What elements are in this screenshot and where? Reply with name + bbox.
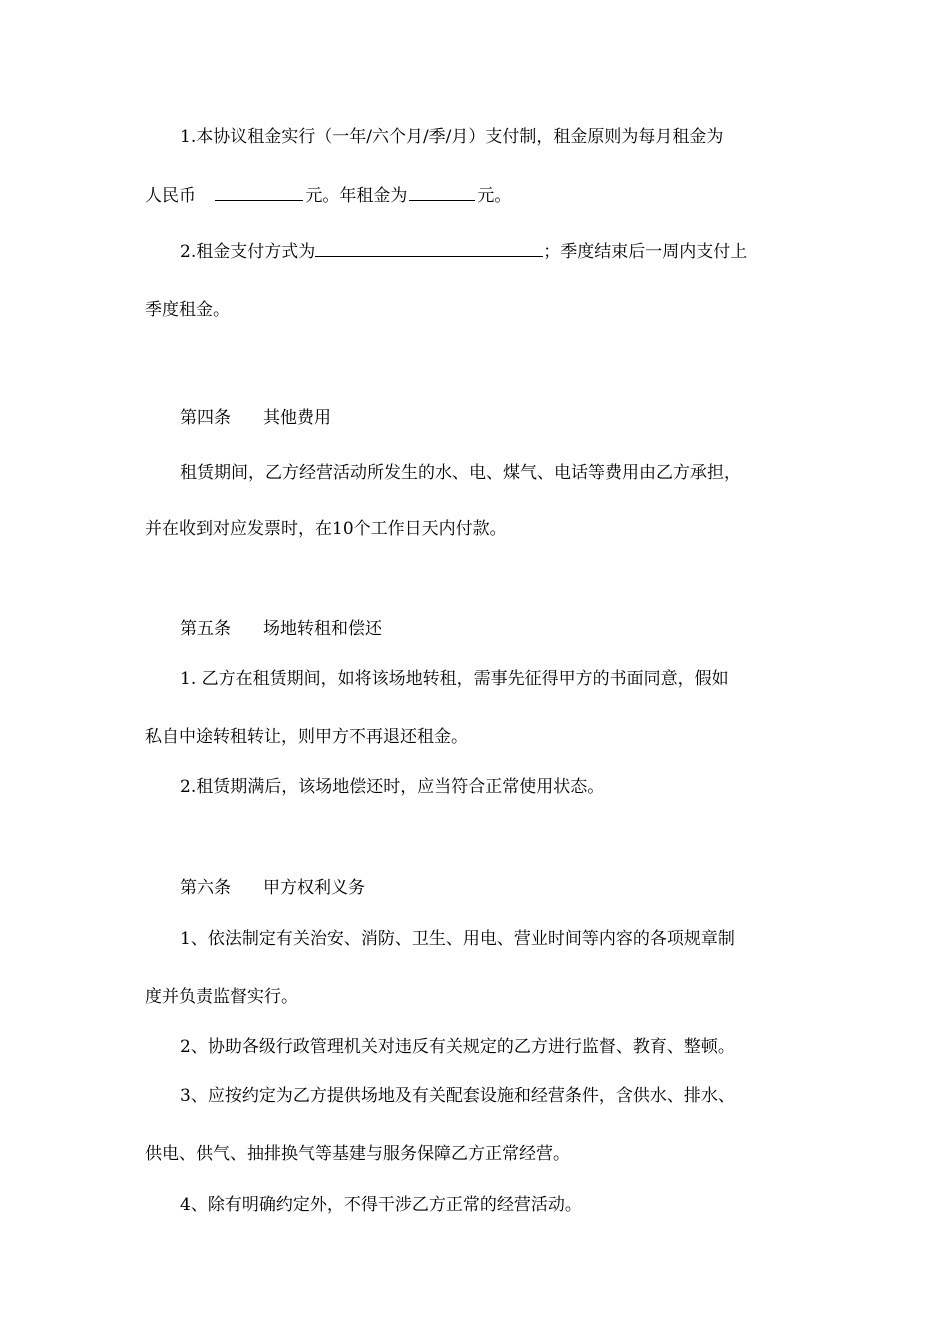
clause-6-item-1-line-1: 1、依法制定有关治安、消防、卫生、用电、营业时间等内容的各项规章制	[180, 929, 735, 949]
clause-4-heading	[180, 406, 331, 430]
annual-rent-blank[interactable]	[409, 184, 475, 201]
clause-6-number: 第六条	[180, 878, 231, 898]
clause-5-heading	[180, 617, 382, 641]
clause-3-item-2-line-2: 季度租金。	[145, 300, 230, 320]
payment-timing-text: ；季度结束后一周内支付上	[543, 242, 748, 262]
clause-4-para-line-2: 并在收到对应发票时，在10个工作日天内付款。	[145, 519, 507, 539]
clause-3-item-1-line-1: 1.本协议租金实行（一年/六个月/季/月）支付制，租金原则为每月租金为	[180, 127, 724, 147]
clause-6-heading	[180, 876, 365, 900]
clause-6-item-1-line-2: 度并负责监督实行。	[145, 987, 298, 1007]
monthly-rent-blank[interactable]	[215, 184, 303, 201]
clause-5-item-2: 2.租赁期满后，该场地偿还时，应当符合正常使用状态。	[180, 777, 605, 797]
clause-3-item-1-line-2	[145, 184, 511, 208]
clause-4-number: 第四条	[180, 408, 231, 428]
clause-6-title: 甲方权利义务	[263, 878, 365, 898]
clause-6-item-2: 2、协助各级行政管理机关对违反有关规定的乙方进行监督、教育、整顿。	[180, 1037, 735, 1057]
clause-6-item-3-line-1: 3、应按约定为乙方提供场地及有关配套设施和经营条件，含供水、排水、	[180, 1086, 735, 1106]
clause-4-para-line-1: 租赁期间，乙方经营活动所发生的水、电、煤气、电话等费用由乙方承担，	[180, 463, 741, 483]
clause-4-title: 其他费用	[263, 408, 331, 428]
annual-unit-label: 元。	[477, 186, 512, 206]
payment-method-blank[interactable]	[315, 240, 543, 257]
clause-5-item-1-line-1: 1. 乙方在租赁期间，如将该场地转租，需事先征得甲方的书面同意，假如	[180, 669, 729, 689]
currency-label: 人民币	[145, 186, 196, 206]
clause-5-title: 场地转租和偿还	[263, 619, 382, 639]
clause-3-item-2-line-1	[180, 240, 747, 264]
clause-5-number: 第五条	[180, 619, 231, 639]
monthly-unit-label: 元。年租金为	[305, 186, 408, 206]
clause-6-item-4: 4、除有明确约定外，不得干涉乙方正常的经营活动。	[180, 1195, 582, 1215]
clause-6-item-3-line-2: 供电、供气、抽排换气等基建与服务保障乙方正常经营。	[145, 1144, 570, 1164]
payment-method-label: 2.租金支付方式为	[180, 242, 316, 262]
clause-5-item-1-line-2: 私自中途转租转让，则甲方不再退还租金。	[145, 727, 468, 747]
